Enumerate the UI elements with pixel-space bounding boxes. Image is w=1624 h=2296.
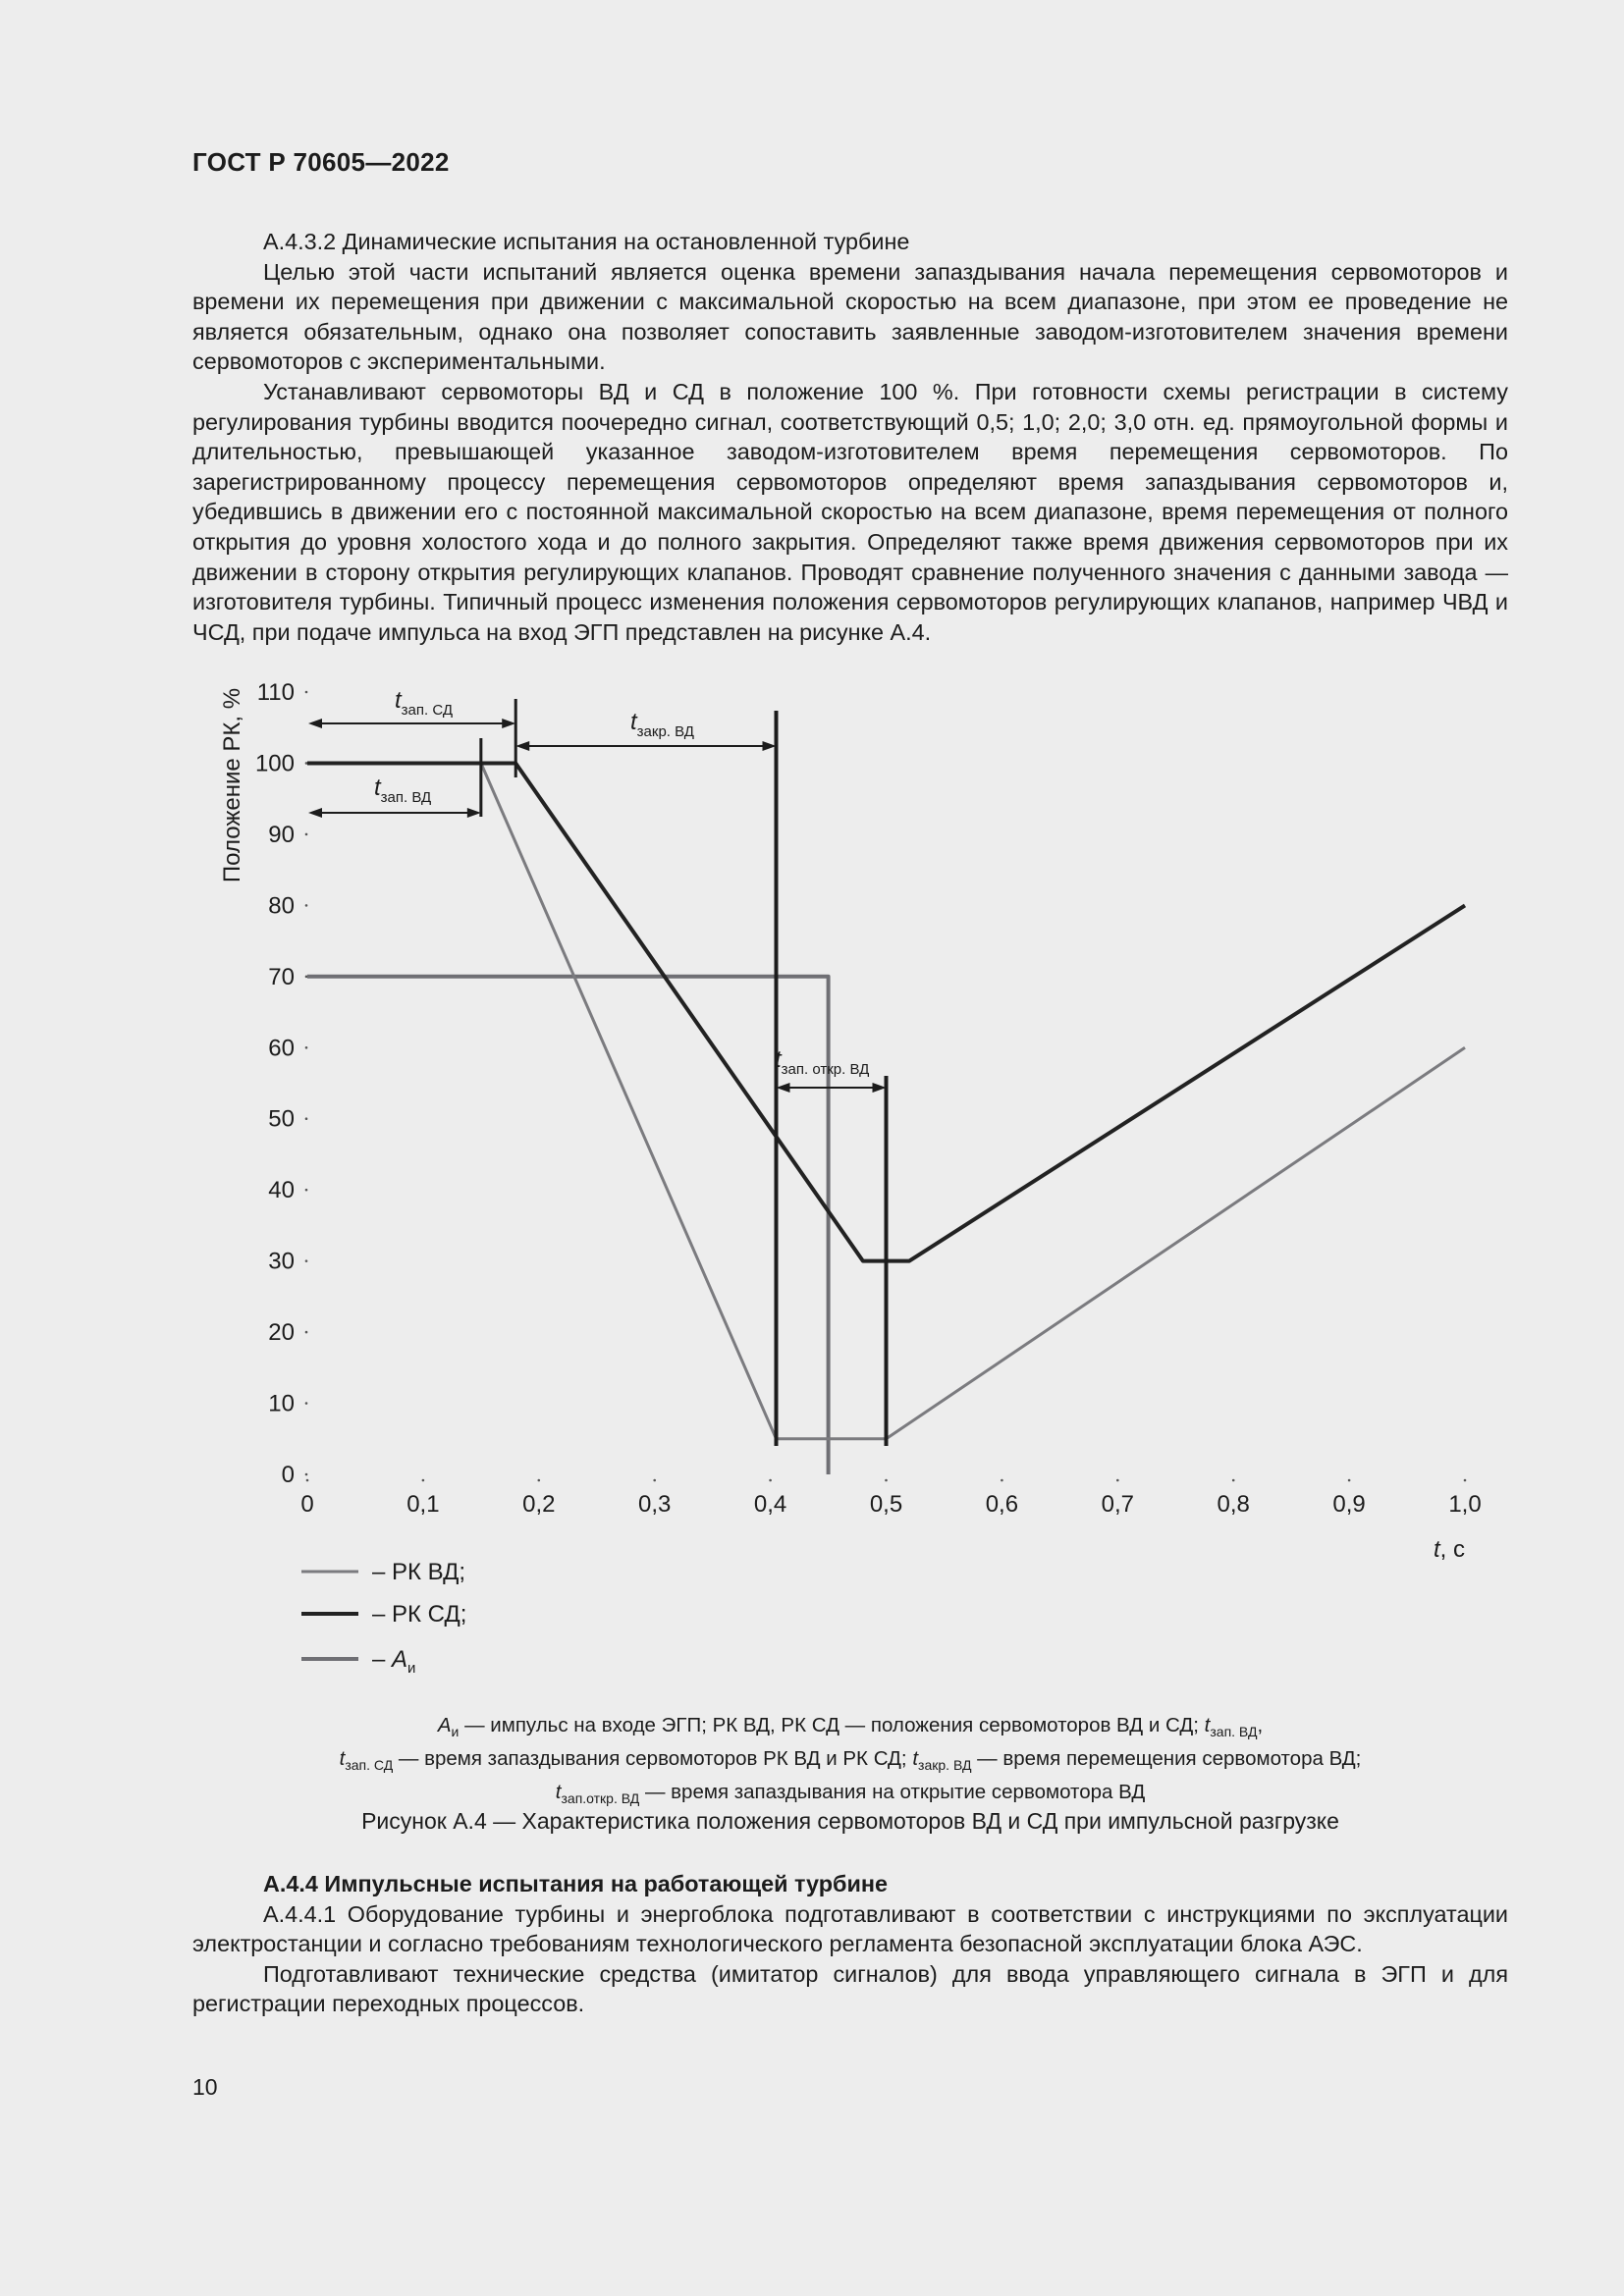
x-tick-mark xyxy=(885,1479,888,1482)
y-tick-mark xyxy=(305,1473,308,1476)
y-tick-mark xyxy=(305,1331,308,1334)
arrow-head-left xyxy=(308,808,322,818)
paragraph: Целью этой части испытаний является оценка времени запаздывания начала перемещения сервомоторов и времени их перемещения при движении с максимальной скоростью на всем диапазоне, при этом ее проведение не является обязательным, однако она позволяет сопоставить заявленные заводом-изготовителем значения времени сервомоторов с экспериментальными. xyxy=(192,258,1508,375)
x-tick-label: 0,7 xyxy=(1101,1491,1134,1518)
figure-note: $А_и$ — импульс на входе ЭГП; РК ВД, РК СД — положения сервомоторов ВД и СД; $t_{зап. ВД}$, $t_{зап. СД}$ — время запаздывания сервомоторов РК ВД и РК СД; $t_{закр. ВД}$ — время перемещения сервомотора ВД; $t_{зап.откр. ВД}$ — время запаздывания на открытие сервомотора ВД xyxy=(339,1714,1362,1807)
legend-label: – $А_и$ xyxy=(372,1646,416,1677)
arrow-t-zap-otkr-vd xyxy=(776,1083,886,1093)
label-t-zap-sd: $t_{зап. СД}$ xyxy=(395,687,454,719)
section-impulse-tests xyxy=(192,1869,1508,2019)
x-tick-mark xyxy=(1464,1479,1467,1482)
x-tick-label: 0 xyxy=(300,1491,314,1518)
x-tick-mark xyxy=(1001,1479,1003,1482)
note-line-1: — импульс на входе ЭГП; РК ВД, РК СД — положения сервомоторов ВД и СД; xyxy=(464,1714,1199,1736)
y-tick-label: 110 xyxy=(256,679,295,706)
series-impulse-line xyxy=(307,977,829,1474)
arrow-head-left xyxy=(308,719,322,728)
label-t-zakr-vd: $t_{закр. ВД}$ xyxy=(630,709,694,740)
legend-rk-sd xyxy=(301,1601,466,1628)
y-tick-label: 90 xyxy=(268,821,295,848)
legend-label: – РК ВД; xyxy=(372,1559,466,1585)
y-tick-mark xyxy=(305,1046,308,1049)
sub-zap-vd: зап. ВД xyxy=(1210,1724,1258,1740)
figure-caption: Рисунок А.4 — Характеристика положения сервомоторов ВД и СД при импульсной разгрузке xyxy=(361,1808,1339,1834)
x-tick-label: 0,1 xyxy=(406,1491,440,1518)
note-line-3: — время запаздывания на открытие сервомотора ВД xyxy=(644,1781,1146,1804)
label-t-zap-vd: $t_{зап. ВД}$ xyxy=(374,774,432,806)
x-tick-label: 0,3 xyxy=(638,1491,672,1518)
page-number: 10 xyxy=(192,2074,218,2100)
arrow-head-right xyxy=(873,1083,887,1093)
note-line-2b: — время перемещения сервомотора ВД; xyxy=(977,1747,1362,1771)
y-tick-label: 30 xyxy=(268,1248,295,1275)
arrow-head-right xyxy=(762,741,776,751)
y-tick-mark xyxy=(305,833,308,836)
x-tick-label: 0,2 xyxy=(522,1491,556,1518)
arrow-t-zap-vd xyxy=(308,808,481,818)
y-tick-mark xyxy=(305,1189,308,1192)
x-tick-mark xyxy=(538,1479,541,1482)
x-tick-label: 0,4 xyxy=(753,1491,787,1518)
symbol-t: t xyxy=(555,1781,562,1804)
legend-impulse xyxy=(301,1646,415,1677)
sub-zap-sd: зап. СД xyxy=(345,1757,394,1774)
arrow-head-left xyxy=(776,1083,789,1093)
x-tick-label: 0,6 xyxy=(985,1491,1019,1518)
y-tick-mark xyxy=(305,976,308,979)
symbol-t: t xyxy=(1204,1714,1211,1736)
x-tick-label: 1,0 xyxy=(1448,1491,1482,1518)
label-t-zap-otkr-vd: $t_{зап. откр. ВД}$ xyxy=(775,1046,870,1078)
x-tick-label: 0,9 xyxy=(1332,1491,1366,1518)
y-tick-label: 60 xyxy=(268,1035,295,1062)
x-tick-label: 0,8 xyxy=(1217,1491,1250,1518)
y-tick-label: 40 xyxy=(268,1177,295,1204)
legend-label: – РК СД; xyxy=(372,1601,467,1628)
y-tick-mark xyxy=(305,691,308,694)
paragraph: А.4.4.1 Оборудование турбины и энергоблока подготавливают в соответствии с инструкциями по эксплуатации электростанции и согласно требованиям технологического регламента безопасной эксплуатации блока АЭС. xyxy=(192,1900,1508,1957)
y-tick-mark xyxy=(305,1259,308,1262)
arrow-t-zakr-vd xyxy=(515,741,776,751)
x-tick-label: 0,5 xyxy=(869,1491,903,1518)
y-axis-label: Положение РК, % xyxy=(219,687,245,883)
sub-zakr-vd: закр. ВД xyxy=(918,1757,972,1774)
x-tick-mark xyxy=(422,1479,425,1482)
sub-zap-otkr-vd: зап.откр. ВД xyxy=(561,1790,640,1807)
symbol-a: А xyxy=(437,1714,452,1736)
x-tick-mark xyxy=(653,1479,656,1482)
y-tick-label: 0 xyxy=(281,1462,295,1488)
note-line-2a: — время запаздывания сервомоторов РК ВД и РК СД; xyxy=(398,1747,907,1771)
x-tick-mark xyxy=(1348,1479,1351,1482)
document-header: ГОСТ Р 70605—2022 xyxy=(192,147,450,177)
y-tick-mark xyxy=(305,904,308,907)
arrow-head-right xyxy=(467,808,481,818)
y-tick-label: 10 xyxy=(268,1390,295,1417)
y-tick-mark xyxy=(305,1117,308,1120)
symbol-t: t xyxy=(339,1747,346,1771)
x-tick-mark xyxy=(1232,1479,1235,1482)
symbol-a-sub: и xyxy=(451,1724,460,1740)
paragraph: Устанавливают сервомоторы ВД и СД в положение 100 %. При готовности схемы регистрации в систему регулирования турбины вводится поочередно сигнал, соответствующий 0,5; 1,0; 2,0; 3,0 отн. ед. прямоугольной формы и длительностью, превышающей указанное заводом-изготовителем время перемещения сервомоторов. По зарегистрированному процессу перемещения сервомоторов определяют время запаздывания сервомоторов и, убедившись в движении его с постоянной максимальной скоростью на всем диапазоне, время перемещения от полного открытия до уровня холостого хода и до полного закрытия. Определяют также время движения сервомоторов при их движении в сторону открытия регулирующих клапанов. Проводят сравнение полученного значения с данными завода — изготовителя турбины. Типичный процесс изменения положения сервомоторов регулирующих клапанов, например ЧВД и ЧСД, при подаче импульса на вход ЭГП представлен на рисунке А.4. xyxy=(192,378,1508,645)
legend-rk-vd xyxy=(301,1559,465,1585)
y-tick-label: 70 xyxy=(268,963,295,990)
x-tick-mark xyxy=(1116,1479,1119,1482)
y-tick-label: 50 xyxy=(268,1105,295,1133)
y-tick-mark xyxy=(305,1402,308,1405)
x-tick-mark xyxy=(306,1479,309,1482)
section-heading: А.4.4 Импульсные испытания на работающей турбине xyxy=(263,1871,888,1896)
y-tick-label: 20 xyxy=(268,1319,295,1347)
arrow-t-zap-sd xyxy=(308,719,515,728)
x-tick-mark xyxy=(769,1479,772,1482)
symbol-t: t xyxy=(912,1747,919,1771)
arrow-head-left xyxy=(515,741,529,751)
x-axis-label: t, с xyxy=(1433,1536,1466,1563)
section-title: А.4.3.2 Динамические испытания на остановленной турбине xyxy=(263,229,910,254)
y-tick-mark xyxy=(305,762,308,765)
y-tick-label: 100 xyxy=(254,750,295,777)
paragraph: Подготавливают технические средства (имитатор сигналов) для ввода управляющего сигнала в ЭГП и для регистрации переходных процессов. xyxy=(192,1960,1508,2017)
arrow-head-right xyxy=(502,719,515,728)
y-tick-label: 80 xyxy=(268,892,295,920)
